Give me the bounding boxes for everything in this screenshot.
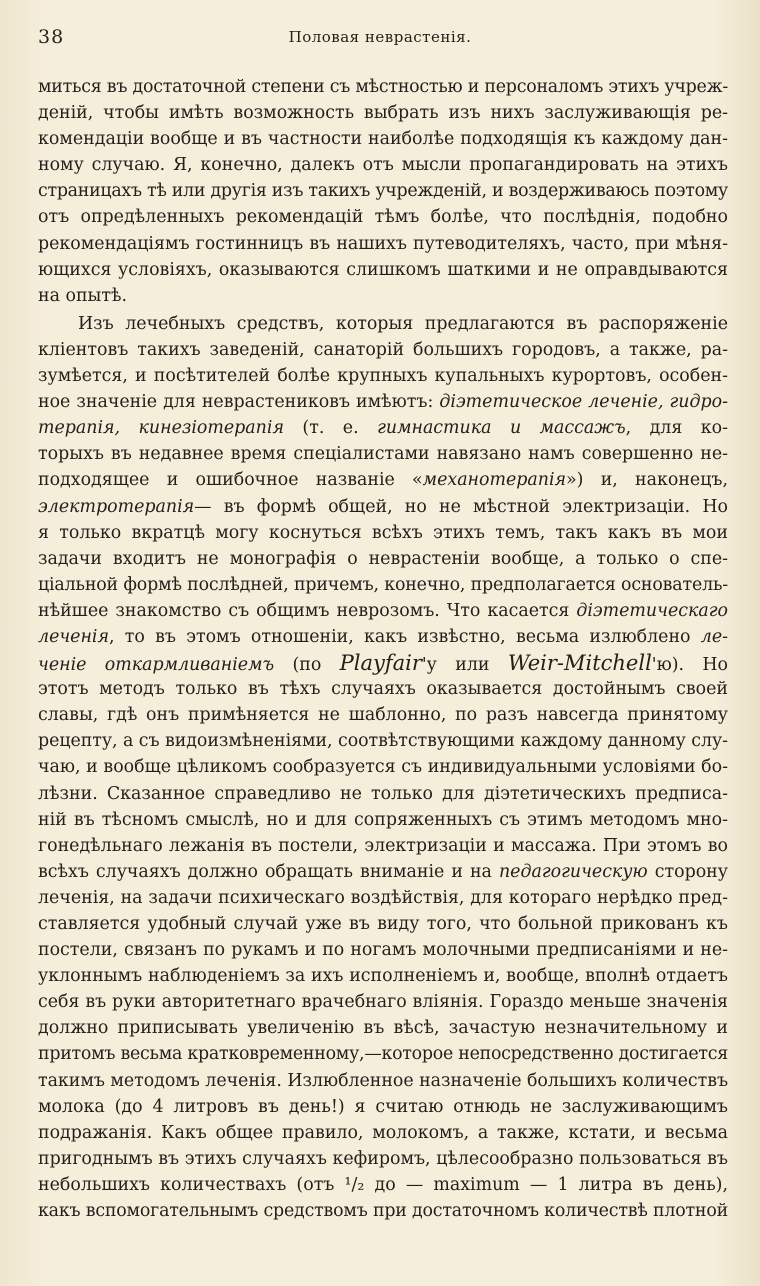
text-line: славы, гдѣ онъ примѣняется не шаблонно, по разъ навсегда принятому	[38, 705, 728, 726]
italic-term: педагогическую	[498, 861, 648, 882]
text-line: пригоднымъ въ этихъ случаяхъ кефиромъ, цѣлесообразно пользоваться въ	[38, 1148, 728, 1169]
text-line: ченіе откармливаніемъ (по Playfair'у или Weir-Mitchell'ю). Но	[38, 651, 728, 676]
text-line: притомъ весьма кратковременному,—которое непосредственно достигается	[38, 1044, 728, 1065]
page-number: 38	[38, 26, 65, 48]
text-line: торыхъ въ недавнее время спеціалистами навязано намъ совершенно не-	[38, 444, 728, 465]
running-title: Половая неврастенія.	[288, 28, 472, 46]
text-line: кліентовъ такихъ заведеній, санаторій большихъ городовъ, а также, ра-	[38, 339, 728, 360]
text-line: этотъ методъ только въ тѣхъ случаяхъ оказывается достойнымъ своей	[38, 679, 728, 700]
text-line: ное значеніе для неврастениковъ имѣютъ: діэтетическое леченіе, гидро-	[38, 392, 728, 413]
text-line: страницахъ тѣ или другія изъ такихъ учрежденій, и воздерживаюсь поэтому	[38, 181, 728, 202]
italic-term: леченія	[38, 626, 110, 647]
author-name: Weir-Mitchell	[507, 651, 652, 676]
italic-term: діэтетическаго	[576, 600, 728, 621]
italic-term: ле-	[700, 626, 728, 647]
author-name: Playfair	[339, 651, 422, 676]
text-line: подражанія. Какъ общее правило, молокомъ, а также, кстати, и весьма	[38, 1122, 728, 1143]
text-line: я только вкратцѣ могу коснуться всѣхъ этихъ темъ, такъ какъ въ мои	[38, 522, 728, 543]
text-line: задачи входитъ не монографія о неврастеніи вообще, а только о спе-	[38, 548, 728, 569]
text-line: гонедѣльнаго лежанія въ постели, электризаціи и массажа. При этомъ во	[38, 835, 728, 856]
text-line: лѣзни. Сказанное справедливо не только для діэтетическихъ предписа-	[38, 783, 728, 804]
text-line: Изъ лечебныхъ средствъ, которыя предлагаются въ распоряженіе	[78, 313, 728, 334]
page-header	[38, 26, 722, 52]
text-line: такимъ методомъ леченія. Излюбленное назначеніе большихъ количествъ	[38, 1070, 728, 1091]
text-line: небольшихъ количествахъ (отъ ¹/₂ до — maximum — 1 литра въ день),	[38, 1174, 728, 1195]
text-line: постели, связанъ по рукамъ и по ногамъ молочными предписаніями и не-	[38, 940, 728, 961]
text-line: леченія, на задачи психическаго воздѣйствія, для котораго нерѣдко пред-	[38, 887, 728, 908]
text-line: уклоннымъ наблюденіемъ за ихъ исполненіемъ и, вообще, вполнѣ отдаетъ	[38, 966, 728, 987]
text-line: отъ опредѣленныхъ рекомендацій тѣмъ болѣе, что послѣднія, подобно	[38, 207, 728, 228]
text-line: ставляется удобный случай уже въ виду того, что больной прикованъ къ	[38, 914, 728, 934]
text-line: молока (до 4 литровъ въ день!) я считаю отнюдь не заслуживающимъ	[38, 1096, 728, 1117]
text-line: ціальной формѣ послѣдней, причемъ, конечно, предполагается основатель-	[38, 574, 728, 595]
text-line: комендаціи вообще и въ частности наиболѣе подходящія къ каждому дан-	[38, 129, 728, 150]
text-line: себя въ руки авторитетнаго врачебнаго вліянія. Гораздо меньше значенія	[38, 992, 728, 1013]
text-line: зумѣется, и посѣтителей болѣе крупныхъ купальныхъ курортовъ, особен-	[38, 366, 728, 387]
text-line: ющихся условіяхъ, оказываются слишкомъ шаткими и не оправдываются	[38, 259, 728, 280]
text-line: терапія, кинезіотерапія (т. е. гимнастика и массажъ, для ко-	[38, 418, 728, 439]
italic-term: терапія, кинезіотерапія	[38, 418, 284, 439]
text-line: рецепту, а съ видоизмѣненіями, соотвѣтствующими каждому данному слу-	[38, 731, 728, 752]
italic-term: діэтетическое леченіе, гидро-	[439, 392, 728, 413]
text-line: подходящее и ошибочное названіе «механотерапія») и, наконецъ,	[38, 470, 728, 491]
text-line: на опытѣ.	[38, 285, 128, 306]
text-line: чаю, и вообще цѣликомъ сообразуется съ индивидуальными условіями бо-	[38, 757, 728, 778]
text-line: ній въ тѣсномъ смыслѣ, но и для сопряженныхъ съ этимъ методомъ мно-	[38, 809, 728, 830]
body-text	[38, 74, 728, 1224]
text-line: нѣйшее знакомство съ общимъ неврозомъ. Что касается діэтетическаго	[38, 600, 728, 621]
text-line: миться въ достаточной степени съ мѣстностью и персоналомъ этихъ учреж-	[38, 77, 728, 97]
text-line: должно приписывать увеличенію въ вѣсѣ, зачастую незначительному и	[38, 1018, 728, 1039]
text-line: ному случаю. Я, конечно, далекъ отъ мысли пропагандировать на этихъ	[38, 155, 728, 176]
text-line: рекомендаціямъ гостинницъ въ нашихъ путеводителяхъ, часто, при мѣня-	[38, 233, 728, 254]
italic-term: электротерапія	[38, 496, 195, 517]
text-line: деній, чтобы имѣть возможность выбрать изъ нихъ заслуживающія ре-	[38, 103, 728, 124]
italic-term: гимнастика и массажъ	[377, 418, 626, 439]
italic-term: ченіе откармливаніемъ	[38, 655, 275, 676]
text-line: какъ вспомогательнымъ средствомъ при достаточномъ количествѣ плотной	[38, 1201, 728, 1222]
text-line: всѣхъ случаяхъ должно обращать вниманіе и на педагогическую сторону	[38, 861, 728, 882]
text-line: леченія, то въ этомъ отношеніи, какъ извѣстно, весьма излюблено ле-	[38, 626, 728, 647]
text-line: электротерапія— въ формѣ общей, но не мѣстной электризаціи. Но	[38, 496, 728, 517]
italic-term: механотерапія	[422, 470, 567, 491]
